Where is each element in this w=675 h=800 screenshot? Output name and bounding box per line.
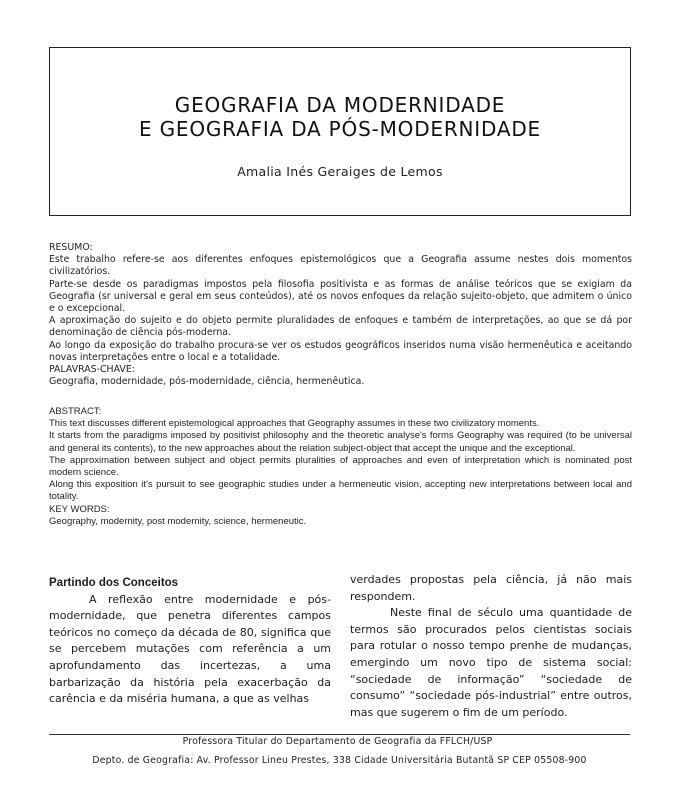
resumo-section	[49, 242, 632, 388]
section-title: Partindo dos Conceitos	[49, 577, 179, 589]
resumo-paragraph: Parte-se desde os paradigmas impostos pela filosofia positivista e as formas de análise teóricos que se exigiam da Geografia (sr universal e geral em seus conteúdos), até os novos enfoques da relação sujeito-objeto, que admitem o único e o excepcional.	[49, 278, 632, 315]
resumo-paragraph: A aproximação do sujeito e do objeto permite pluralidades de enfoques e também de interpretações, ao que se dá por denominação de ciência pós-moderna.	[49, 315, 632, 339]
right-column	[350, 572, 632, 721]
resumo-paragraph: Este trabalho refere-se aos diferentes enfoques epistemológicos que a Geografia assume nestes dois momentos civilizatórios.	[49, 254, 632, 278]
title-line-1: GEOGRAFIA DA MODERNIDADE	[174, 93, 506, 117]
key-words: Geography, modernity, post modernity, science, hermeneutic.	[49, 515, 307, 527]
footer-divider	[49, 734, 630, 735]
author-affiliation: Professora Titular do Departamento de Geografia da FFLCH/USP	[182, 736, 493, 747]
body-paragraph: Neste final de século uma quantidade de termos são procurados pelos cientistas sociais para rotular o nosso tempo prenhe de mudanças, emergindo um novo tipo de sistema social: “sociedade de informação” “sociedade de consumo” “sociedade pós-industrial” entre outros, mas que sugerem o fim de um período.	[350, 606, 632, 719]
resumo-heading: RESUMO:	[49, 242, 93, 253]
title-line-2: E GEOGRAFIA DA PÓS-MODERNIDADE	[139, 117, 541, 141]
abstract-paragraph: It starts from the paradigms imposed by positivist philosophy and the theoretic analyse's forms Geography was required (to be universal and general its contents), to the new approaches about the relation subject-object that accept the unique and the exceptional.	[49, 430, 632, 454]
abstract-section	[49, 406, 632, 528]
author-name: Amalia Inés Geraiges de Lemos	[237, 164, 443, 179]
abstract-paragraph: The approximation between subject and object permits pluralities of approaches and even of interpretation which is nominated post modern science.	[49, 454, 632, 479]
left-column	[49, 575, 331, 708]
author-address: Depto. de Geografia: Av. Professor Lineu Prestes, 338 Cidade Universitária Butantã SP CEP 05508-900	[92, 755, 587, 766]
abstract-paragraph: Along this exposition it's pursuit to see geographic studies under a hermeneutic vision, accepting new interpretations between local and totality.	[49, 479, 632, 503]
body-paragraph: verdades propostas pela ciência, já não mais respondem.	[350, 573, 632, 603]
title-box	[49, 47, 631, 216]
body-paragraph: A reflexão entre modernidade e pós-modernidade, que penetra diferentes campos teóricos no começo da década de 80, significa que se percebem mutações com referência a um aprofundamento das incertezas, a uma barbarização da história pela exacerbação da carência e da miséria humana, a que as velhas	[49, 592, 331, 706]
key-words-heading: KEY WORDS:	[49, 503, 110, 515]
abstract-heading: ABSTRACT:	[49, 406, 102, 417]
article-title	[50, 93, 630, 141]
abstract-paragraph: This text discusses different epistemological approaches that Geography assumes in these two civilizatory moments.	[49, 418, 540, 430]
resumo-paragraph: Ao longo da exposição do trabalho procura-se ver os estudos geográficos inseridos numa visão hermenêutica e aceitando novas interpretações entre o local e a totalidade.	[49, 339, 632, 363]
palavras-chave: Geografia, modernidade, pós-modernidade, ciência, hermenêutica.	[49, 376, 365, 388]
palavras-chave-heading: PALAVRAS-CHAVE:	[49, 364, 135, 376]
